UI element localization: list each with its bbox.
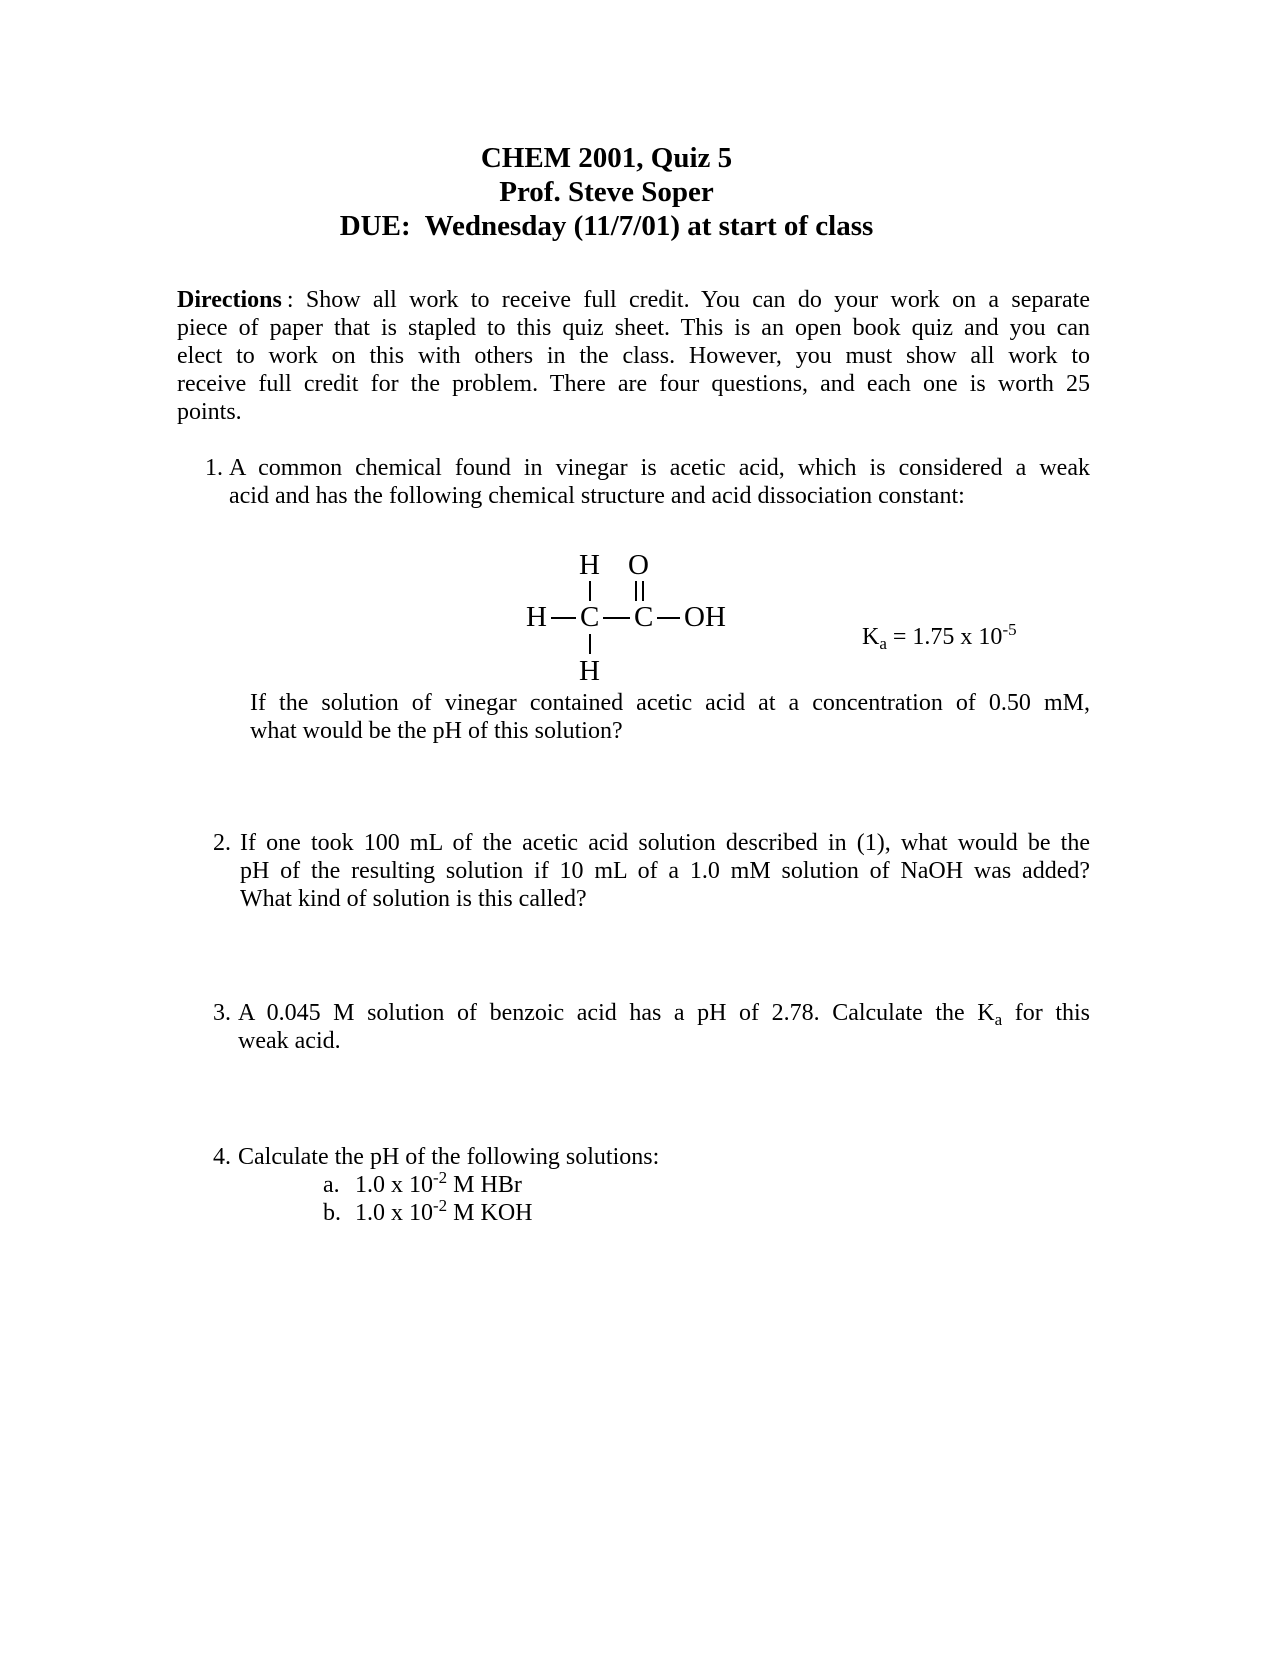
item-a-value: 1.0 x 10	[355, 1172, 433, 1198]
directions-line: piece of paper that is stapled to this quiz sheet. This is an open book quiz and you can	[177, 315, 1090, 341]
atom-bottom-hydrogen: H	[579, 655, 600, 687]
document-header	[150, 141, 1063, 243]
ka-constant	[862, 620, 1017, 653]
item-a-compound: M HBr	[447, 1172, 522, 1198]
question-3-text-post: for this	[1002, 1000, 1090, 1026]
question-2-number: 2.	[213, 830, 231, 856]
directions-paragraph	[177, 286, 1090, 426]
question-1-followup-line: If the solution of vinegar contained acetic acid at a concentration of 0.50 mM,	[250, 690, 1090, 716]
directions-line: elect to work on this with others in the class. However, you must show all work to	[177, 343, 1090, 369]
atom-carbon-2: C	[634, 601, 654, 633]
question-2-line: What kind of solution is this called?	[240, 886, 587, 912]
ka-value: = 1.75 x 10	[886, 624, 1003, 650]
bond-c2-oh	[657, 617, 680, 619]
item-b-value: 1.0 x 10	[355, 1200, 433, 1226]
question-4-heading: Calculate the pH of the following solutions:	[238, 1144, 660, 1170]
bond-c1-c2	[603, 617, 630, 619]
item-b-exponent: -2	[433, 1196, 448, 1215]
question-1-line: acid and has the following chemical structure and acid dissociation constant:	[229, 483, 965, 509]
atom-carbon-1: C	[580, 601, 600, 633]
question-3-line	[238, 999, 1090, 1027]
question-1-text	[229, 454, 1090, 510]
question-2-line: pH of the resulting solution if 10 mL of a 1.0 mM solution of NaOH was added?	[240, 858, 1090, 884]
quiz-title: CHEM 2001, Quiz 5	[480, 142, 733, 174]
bond-single-vertical-bottom	[589, 634, 591, 654]
directions-line	[177, 286, 1090, 314]
directions-label: Directions	[177, 287, 282, 313]
atom-top-oxygen: O	[628, 549, 649, 581]
bond-h-c1	[551, 617, 576, 619]
question-4-item-b-label: b.	[323, 1200, 341, 1226]
ka-symbol: K	[862, 624, 880, 650]
directions-line: points.	[177, 399, 242, 425]
bond-double-right	[642, 581, 644, 601]
ka-subscript: a	[879, 634, 887, 653]
atom-top-hydrogen: H	[579, 549, 600, 581]
question-1-followup	[250, 689, 1090, 745]
question-1-number: 1.	[205, 455, 223, 481]
atom-hydroxyl: OH	[684, 601, 726, 633]
bond-double-left	[635, 581, 637, 601]
ka-subscript: a	[994, 1010, 1003, 1029]
question-2-line: If one took 100 mL of the acetic acid solution described in (1), what would be the	[240, 830, 1090, 856]
question-4-item-b	[355, 1196, 533, 1227]
professor-name: Prof. Steve Soper	[499, 176, 714, 208]
ka-exponent: -5	[1002, 620, 1017, 639]
atom-left-hydrogen: H	[526, 601, 547, 633]
question-2-text	[240, 829, 1090, 913]
item-b-compound: M KOH	[447, 1200, 533, 1226]
question-4-item-a-label: a.	[323, 1172, 340, 1198]
question-4-number: 4.	[213, 1144, 231, 1170]
question-1-followup-line: what would be the pH of this solution?	[250, 718, 623, 744]
directions-line: receive full credit for the problem. There are four questions, and each one is worth 25	[177, 371, 1090, 397]
bond-single-vertical-top	[589, 581, 591, 601]
question-1-line: A common chemical found in vinegar is acetic acid, which is considered a weak	[229, 455, 1090, 481]
question-3-text	[238, 999, 1090, 1055]
question-4-item-a	[355, 1168, 522, 1199]
question-3-line: weak acid.	[238, 1028, 341, 1054]
question-3-number: 3.	[213, 1000, 231, 1026]
question-3-text-pre: A 0.045 M solution of benzoic acid has a pH of 2.78. Calculate the K	[238, 1000, 995, 1026]
due-date-line: DUE: Wednesday (11/7/01) at start of class	[339, 210, 874, 242]
item-a-exponent: -2	[433, 1168, 448, 1187]
directions-text: : Show all work to receive full credit. You can do your work on a separate	[286, 287, 1090, 313]
